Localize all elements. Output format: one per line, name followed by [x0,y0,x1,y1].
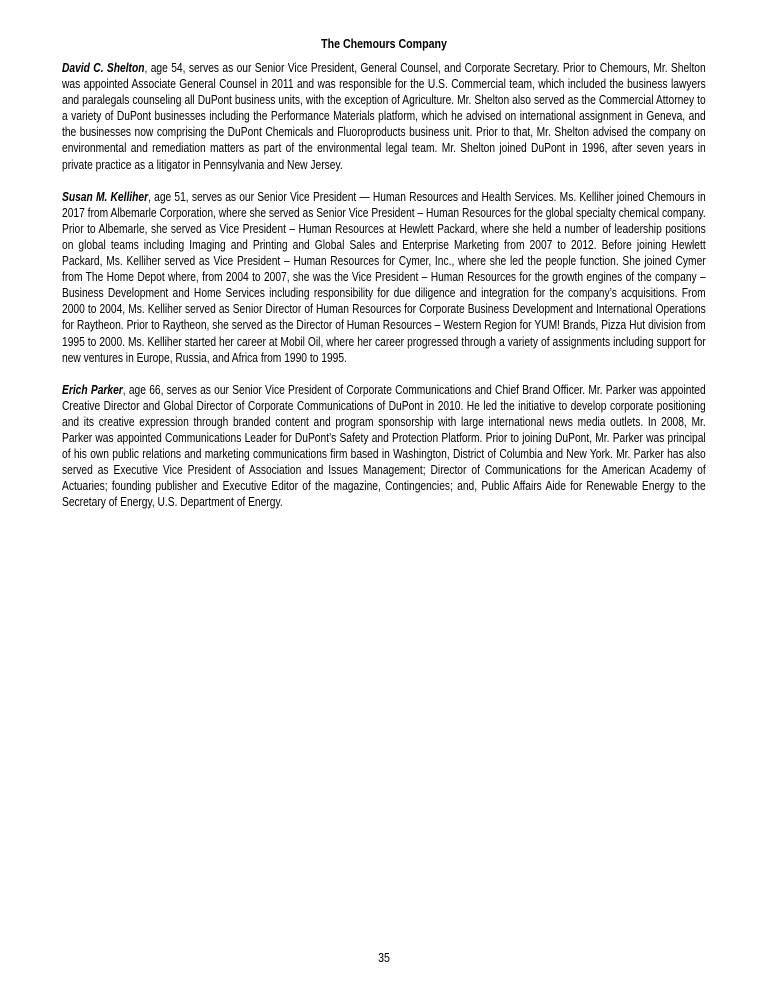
bio-paragraph-shelton [62,60,706,173]
bio-name: David C. Shelton [62,61,145,75]
bio-text: , age 54, serves as our Senior Vice President, General Counsel, and Corporate Secretary. Prior to Chemours, Mr. Shelton was appointed Associate General Counsel in 2011 and was responsible for the U.S. Commercial team, which included the business lawyers and paralegals counseling all DuPont business units, with the exception of Agriculture. Mr. Shelton also served as the Commercial Attorney to a variety of DuPont businesses including the Performance Materials platform, which he advised on international assignment in Geneva, and the businesses now comprising the DuPont Chemicals and Fluoroproducts business unit. Prior to that, Mr. Shelton advised the company on environmental and remediation matters as part of the environmental legal team. Mr. Shelton joined DuPont in 1996, after seven years in private practice as a litigator in Pennsylvania and New Jersey. [62,61,706,172]
bio-text: , age 66, serves as our Senior Vice President of Corporate Communications and Chief Brand Officer. Mr. Parker was appointed Creative Director and Global Director of Corporate Communications of DuPont in 2010. He led the initiative to develop corporate positioning and its creative expression through branded content and program sponsorship with large international news media outlets. In 2008, Mr. Parker was appointed Communications Leader for DuPont’s Safety and Protection Platform. Prior to joining DuPont, Mr. Parker was principal of his own public relations and marketing communications firm based in Washington, District of Columbia and New York. Mr. Parker has also served as Executive Vice President of Association and Issues Management; Director of Communications for the American Academy of Actuaries; founding publisher and Executive Editor of the magazine, Contingencies; and, Public Affairs Aide for Renewable Energy to the Secretary of Energy, U.S. Department of Energy. [62,382,706,510]
bio-paragraph-kelliher [62,189,706,366]
page-number: 35 [378,951,390,965]
bios-section [62,60,706,526]
bio-name: Susan M. Kelliher [62,189,149,204]
bio-text: , age 51, serves as our Senior Vice President — Human Resources and Health Services. Ms. Kelliher joined Chemours in 2017 from Albemarle Corporation, where she served as Senior Vice President – Human Resources for the global specialty chemical company. Prior to Albemarle, she served as Vice President – Human Resources at Hewlett Packard, where she held a number of leadership positions on global teams including Imaging and Printing and Global Sales and Enterprise Marketing from 2007 to 2012. Before joining Hewlett Packard, Ms. Kelliher served as Vice President – Human Resources for Cymer, Inc., where she led the people function. She joined Cymer from The Home Depot where, from 2004 to 2007, she was the Vice President – Human Resources for the growth engines of the company – Business Development and Home Services including responsibility for due diligence and integration for the company’s acquisitions. From 2000 to 2004, Ms. Kelliher served as Senior Director of Human Resources for Corporate Business Development and International Operations for Raytheon. Prior to Raytheon, she served as the Director of Human Resources – Western Region for YUM! Brands, Pizza Hut division from 1995 to 2000. Ms. Kelliher started her career at Mobil Oil, where her career progressed through a variety of assignments including support for new ventures in Europe, Russia, and Africa from 1990 to 1995. [62,189,706,365]
bio-name: Erich Parker [62,382,123,397]
page-title: The Chemours Company [321,37,447,51]
bio-paragraph-parker [62,382,706,511]
